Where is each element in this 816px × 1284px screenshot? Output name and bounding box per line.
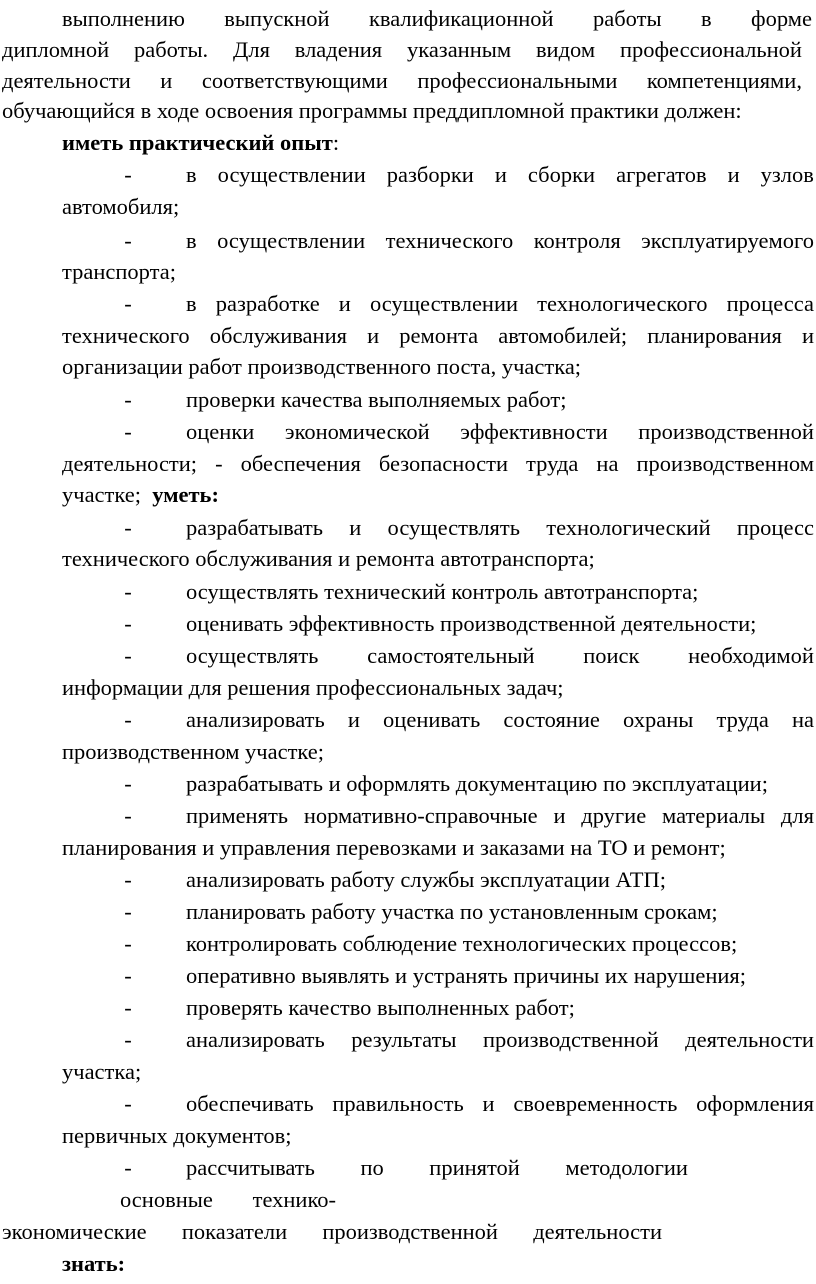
- experience-heading: иметь практический опыт: [62, 130, 333, 155]
- list-item-line: экономические показатели производственной деятельности: [2, 1219, 662, 1244]
- list-item-line: транспорта;: [62, 259, 176, 284]
- heading-colon: :: [332, 130, 340, 155]
- list-dash: -: [124, 515, 132, 540]
- list-dash: -: [124, 1027, 132, 1052]
- list-item-text: участке;: [62, 482, 141, 507]
- list-item-line: контролировать соблюдение технологических процессов;: [186, 931, 738, 956]
- list-dash: -: [124, 162, 132, 187]
- list-item-line: производственном участке;: [62, 739, 325, 764]
- experience-heading-line: [62, 128, 339, 158]
- list-item-line: в осуществлении разборки и сборки агрегатов и узлов: [186, 162, 814, 187]
- list-dash: -: [124, 228, 132, 253]
- list-item-line: осуществлять технический контроль автотранспорта;: [186, 579, 699, 604]
- list-item-line: применять нормативно-справочные и другие материалы для: [186, 803, 814, 828]
- list-item-line: оперативно выявлять и устранять причины их нарушения;: [186, 963, 747, 988]
- list-item-line: информации для решения профессиональных задач;: [62, 675, 564, 700]
- list-item-line: автомобиля;: [62, 194, 180, 219]
- list-item-line: участка;: [62, 1059, 142, 1084]
- list-dash: -: [124, 707, 132, 732]
- list-dash: -: [124, 579, 132, 604]
- list-item-line: технического обслуживания и ремонта автотранспорта;: [62, 546, 595, 571]
- list-dash: -: [124, 963, 132, 988]
- list-item-line: проверять качество выполненных работ;: [186, 995, 575, 1020]
- list-item-line: в разработке и осуществлении технологического процесса: [186, 291, 814, 316]
- list-dash: -: [124, 867, 132, 892]
- list-dash: -: [124, 387, 132, 412]
- list-dash: -: [124, 1091, 132, 1116]
- list-dash: -: [124, 611, 132, 636]
- list-item-line: [62, 480, 219, 510]
- list-item-line: проверки качества выполняемых работ;: [186, 387, 567, 412]
- list-item-line: в осуществлении технического контроля эксплуатируемого: [186, 228, 814, 253]
- knowledge-heading-line: [62, 1249, 125, 1279]
- list-dash: -: [124, 1155, 132, 1180]
- list-item-line: оценивать эффективность производственной деятельности;: [186, 611, 757, 636]
- list-item-line: анализировать и оценивать состояние охраны труда на: [186, 707, 814, 732]
- list-item-line: оценки экономической эффективности производственной: [186, 419, 814, 444]
- list-dash: -: [124, 291, 132, 316]
- list-item-line: основные технико-: [120, 1187, 336, 1212]
- intro-line: деятельности и соответствующими профессиональными компетенциями,: [2, 68, 802, 93]
- list-dash: -: [124, 899, 132, 924]
- list-item-line: анализировать результаты производственной деятельности: [186, 1027, 814, 1052]
- list-dash: -: [124, 643, 132, 668]
- list-item-line: первичных документов;: [62, 1123, 292, 1148]
- list-item-line: обеспечивать правильность и своевременность оформления: [186, 1091, 814, 1116]
- list-item-line: технического обслуживания и ремонта автомобилей; планирования и: [62, 323, 814, 348]
- list-dash: -: [124, 803, 132, 828]
- list-dash: -: [124, 771, 132, 796]
- list-item-line: рассчитывать по принятой методологии: [186, 1155, 688, 1180]
- list-dash: -: [124, 419, 132, 444]
- list-item-line: организации работ производственного поста, участка;: [62, 354, 582, 379]
- list-item-line: анализировать работу службы эксплуатации АТП;: [186, 867, 667, 892]
- list-item-line: осуществлять самостоятельный поиск необходимой: [186, 643, 814, 668]
- intro-line: обучающийся в ходе освоения программы преддипломной практики должен:: [2, 98, 742, 123]
- knowledge-heading: знать:: [62, 1251, 126, 1276]
- list-dash: -: [124, 931, 132, 956]
- list-item-line: планировать работу участка по установленным срокам;: [186, 899, 718, 924]
- intro-line: дипломной работы. Для владения указанным видом профессиональной: [2, 37, 802, 62]
- list-item-line: деятельности; - обеспечения безопасности труда на производственном: [62, 451, 814, 476]
- skills-heading: уметь:: [152, 482, 219, 507]
- list-item-line: планирования и управления перевозками и заказами на ТО и ремонт;: [62, 835, 726, 860]
- list-dash: -: [124, 995, 132, 1020]
- list-item-line: разрабатывать и оформлять документацию по эксплуатации;: [186, 771, 768, 796]
- intro-line: выполнению выпускной квалификационной работы в форме: [62, 6, 812, 31]
- list-item-line: разрабатывать и осуществлять технологический процесс: [186, 515, 814, 540]
